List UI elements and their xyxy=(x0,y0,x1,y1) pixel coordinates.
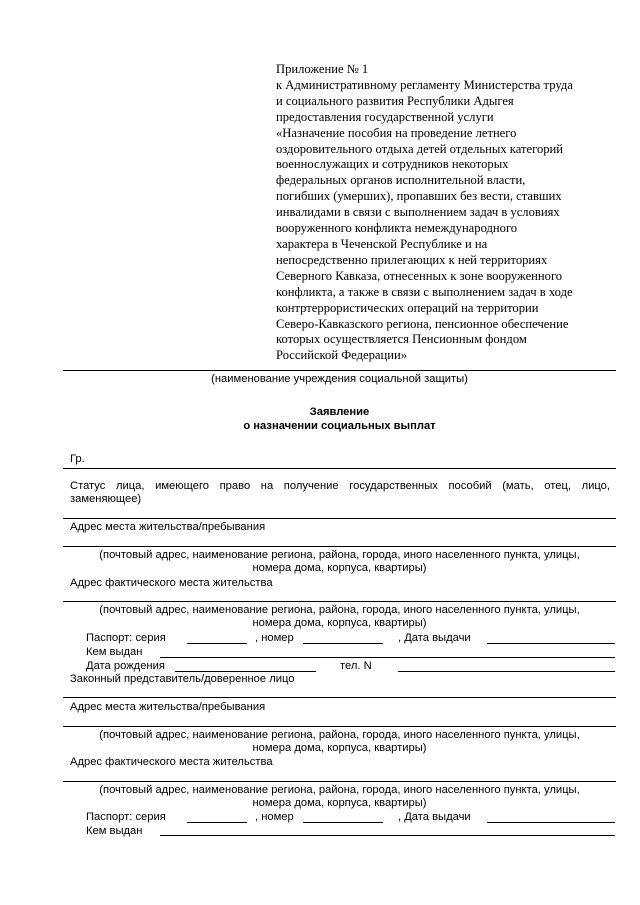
representative-field[interactable] xyxy=(63,697,616,698)
postal-caption-line2: номера дома, корпуса, квартиры) xyxy=(252,562,427,574)
representative-passport-number-field[interactable] xyxy=(303,822,383,823)
passport-number-field[interactable] xyxy=(303,643,383,644)
passport-series-field[interactable] xyxy=(187,643,247,644)
representative-issued-by-label: Кем выдан xyxy=(86,825,143,837)
appendix-line: оздоровительного отдыха детей отдельных категорий xyxy=(276,141,564,156)
appendix-line: которых осуществляется Пенсионным фондом xyxy=(276,332,527,347)
postal-caption-line2: номера дома, корпуса, квартиры) xyxy=(252,797,427,809)
appendix-line: предоставления государственной услуги xyxy=(276,109,494,124)
appendix-line: федеральных органов исполнительной власти, xyxy=(276,173,526,188)
document-subtitle: о назначении социальных выплат xyxy=(243,420,436,432)
appendix-line: контртеррористических операций на территории xyxy=(276,300,539,315)
citizen-label: Гр. xyxy=(70,453,85,465)
issued-by-field[interactable] xyxy=(160,657,615,658)
issued-by-label: Кем выдан xyxy=(86,646,143,658)
birth-date-field[interactable] xyxy=(175,671,316,672)
appendix-line: военнослужащих и сотрудников некоторых xyxy=(276,157,509,172)
document-title: Заявление xyxy=(309,406,370,418)
appendix-line: Северо-Кавказского региона, пенсионное обеспечение xyxy=(276,316,569,331)
postal-caption-line1: (почтовый адрес, наименование региона, района, города, иного населенного пункта, улицы, xyxy=(99,784,580,796)
appendix-line: «Назначение пособия на проведение летнего xyxy=(276,125,517,140)
status-field[interactable] xyxy=(63,518,616,519)
passport-number-label: , номер xyxy=(255,632,294,644)
issue-date-field[interactable] xyxy=(487,643,615,644)
actual-residence-field[interactable] xyxy=(63,601,616,602)
representative-actual-residence-field[interactable] xyxy=(63,781,616,782)
representative-passport-series-label: Паспорт: серия xyxy=(86,811,166,823)
institution-field-line[interactable] xyxy=(63,370,616,371)
residence-field[interactable] xyxy=(63,546,616,547)
representative-passport-number-label: , номер xyxy=(255,811,294,823)
postal-caption-line1: (почтовый адрес, наименование региона, района, города, иного населенного пункта, улицы, xyxy=(99,604,580,616)
appendix-line: конфликта, а также в связи с выполнением задач в ходе xyxy=(276,284,573,299)
status-text-line1: Статус лица, имеющего право на получение государственных пособий (мать, отец, лицо, xyxy=(70,480,610,492)
representative-label: Законный представитель/доверенное лицо xyxy=(70,673,295,685)
appendix-line: непосредственно прилегающих к ней территориях xyxy=(276,252,548,267)
postal-caption-line1: (почтовый адрес, наименование региона, района, города, иного населенного пункта, улицы, xyxy=(99,549,580,561)
representative-actual-residence-label: Адрес фактического места жительства xyxy=(70,756,273,768)
representative-passport-series-field[interactable] xyxy=(187,822,247,823)
residence-label: Адрес места жительства/пребывания xyxy=(70,521,266,533)
birth-date-label: Дата рождения xyxy=(86,660,165,672)
phone-field[interactable] xyxy=(398,671,615,672)
appendix-header xyxy=(276,62,598,364)
status-text-line2: заменяющее) xyxy=(70,493,142,505)
passport-series-label: Паспорт: серия xyxy=(86,632,166,644)
appendix-line: погибших (умерших), пропавших без вести, ставших xyxy=(276,189,562,204)
institution-caption: (наименование учреждения социальной защиты) xyxy=(211,373,468,385)
representative-issue-date-label: , Дата выдачи xyxy=(398,811,471,823)
representative-issue-date-field[interactable] xyxy=(487,822,615,823)
appendix-line: вооруженного конфликта немеждународного xyxy=(276,221,518,236)
postal-caption-line2: номера дома, корпуса, квартиры) xyxy=(252,742,427,754)
appendix-line: и социального развития Республики Адыгея xyxy=(276,93,514,108)
appendix-line: Российской Федерации» xyxy=(276,348,407,363)
actual-residence-label: Адрес фактического места жительства xyxy=(70,577,273,589)
representative-issued-by-field[interactable] xyxy=(160,835,615,836)
phone-label: тел. N xyxy=(340,660,372,672)
appendix-line: к Административному регламенту Министерства труда xyxy=(276,77,573,92)
representative-residence-field[interactable] xyxy=(63,726,616,727)
appendix-line: характера в Чеченской Республике и на xyxy=(276,236,488,251)
postal-caption-line2: номера дома, корпуса, квартиры) xyxy=(252,617,427,629)
appendix-line: инвалидами в связи с выполнением задач в условиях xyxy=(276,205,560,220)
citizen-name-field[interactable] xyxy=(63,468,616,469)
issue-date-label: , Дата выдачи xyxy=(398,632,471,644)
appendix-line: Приложение № 1 xyxy=(276,62,369,76)
appendix-line: Северного Кавказа, отнесенных к зоне вооруженного xyxy=(276,268,563,283)
representative-residence-label: Адрес места жительства/пребывания xyxy=(70,701,266,713)
postal-caption-line1: (почтовый адрес, наименование региона, района, города, иного населенного пункта, улицы, xyxy=(99,729,580,741)
